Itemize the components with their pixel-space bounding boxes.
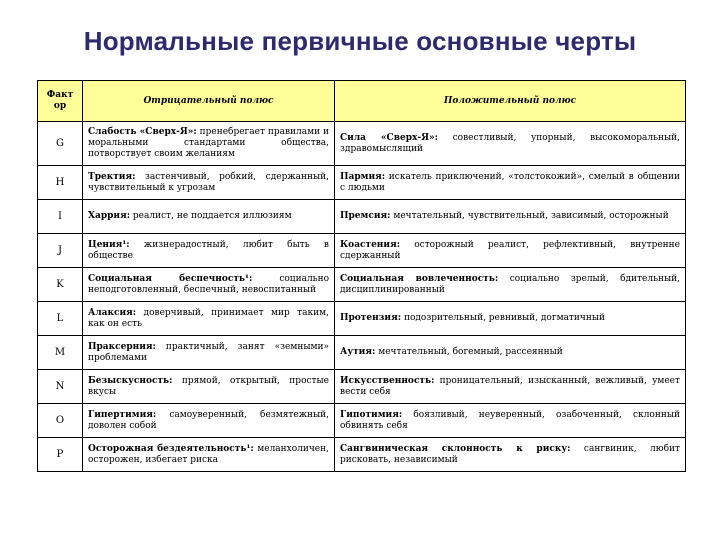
header-positive-pole: Положительный полюс — [335, 81, 686, 122]
negative-term: Харрия: — [88, 211, 131, 221]
factor-letter: I — [38, 200, 83, 234]
negative-description: доверчивый, принимает мир таким, как он есть — [88, 307, 329, 329]
negative-pole-cell — [83, 200, 335, 234]
header-negative-pole: Отрицательный полюс — [83, 81, 335, 122]
header-factor: Факт ор — [38, 81, 83, 122]
positive-term: Аутия: — [340, 347, 376, 357]
negative-term: Тректия: — [88, 171, 136, 182]
positive-term: Протензия: — [340, 313, 402, 323]
table-row — [38, 370, 686, 404]
positive-term: Сила «Сверх-Я»: — [340, 132, 438, 143]
negative-pole-cell — [83, 268, 335, 302]
table-row — [38, 302, 686, 336]
negative-pole-cell — [83, 370, 335, 404]
traits-table — [37, 80, 686, 472]
positive-term: Искусственность: — [340, 375, 435, 386]
negative-description: социально неподготовленный, беспечный, невоспитанный — [88, 273, 329, 295]
table-row — [38, 404, 686, 438]
positive-description: сангвиник, любит рисковать, независимый — [340, 443, 681, 465]
factor-letter: P — [38, 438, 83, 472]
negative-pole-cell — [83, 166, 335, 200]
negative-term: Алаксия: — [88, 307, 137, 318]
positive-description: мечтательный, чувствительный, зависимый, осторожный — [390, 211, 669, 221]
factor-letter: G — [38, 122, 83, 166]
positive-term: Гипотимия: — [340, 409, 403, 420]
positive-description: проницательный, изысканный, вежливый, умеет вести себя — [340, 375, 680, 397]
page-title: Нормальные первичные основные черты — [83, 26, 637, 56]
positive-pole-cell — [335, 122, 686, 166]
factor-letter: L — [38, 302, 83, 336]
negative-pole-cell — [83, 302, 335, 336]
negative-pole-cell — [83, 438, 335, 472]
factor-letter: O — [38, 404, 83, 438]
negative-description: реалист, не поддается иллюзиям — [130, 211, 292, 221]
negative-term: Праксерния: — [88, 341, 156, 352]
factor-letter: K — [38, 268, 83, 302]
positive-description: боязливый, неуверенный, озабоченный, склонный обвинять себя — [340, 409, 680, 431]
negative-term: Цения¹: — [88, 239, 130, 250]
positive-pole-cell — [335, 438, 686, 472]
negative-term: Гипертимия: — [88, 409, 157, 420]
positive-pole-cell — [335, 268, 686, 302]
negative-pole-cell — [83, 404, 335, 438]
table-header-row — [38, 81, 686, 122]
table-row — [38, 336, 686, 370]
positive-pole-cell — [335, 166, 686, 200]
negative-description: прямой, открытый, простые вкусы — [88, 375, 329, 397]
negative-term: Осторожная бездеятельность¹: — [88, 443, 254, 454]
negative-description: практичный, занят «земными» проблемами — [88, 341, 329, 363]
positive-term: Сангвиническая склонность к риску: — [340, 443, 571, 454]
positive-pole-cell — [335, 200, 686, 234]
negative-description: пренебрегает правилами и моральными стандартами общества, потворствует своим желаниям — [88, 127, 329, 159]
table-row — [38, 268, 686, 302]
negative-description: жизнерадостный, любит быть в обществе — [88, 239, 329, 261]
positive-description: подозрительный, ревнивый, догматичный — [401, 313, 606, 323]
factor-letter: H — [38, 166, 83, 200]
negative-description: застенчивый, робкий, сдержанный, чувствительный к угрозам — [88, 171, 329, 193]
positive-pole-cell — [335, 302, 686, 336]
negative-term: Безыскусность: — [88, 375, 173, 386]
negative-description: меланхоличен, осторожен, избегает риска — [88, 443, 329, 465]
positive-description: социально зрелый, бдительный, дисциплинированный — [340, 273, 680, 295]
positive-pole-cell — [335, 404, 686, 438]
negative-description: самоуверенный, безмятежный, доволен собой — [88, 409, 329, 431]
negative-pole-cell — [83, 122, 335, 166]
positive-description: совестливый, упорный, высокоморальный, здравомыслящий — [340, 132, 680, 154]
negative-term: Социальная беспечность¹: — [88, 273, 253, 284]
table-row — [38, 166, 686, 200]
negative-term: Слабость «Сверх-Я»: — [88, 127, 197, 137]
positive-term: Премсия: — [340, 211, 391, 221]
positive-description: искатель приключений, «толстокожий», смелый в общении с людьми — [340, 171, 680, 193]
positive-pole-cell — [335, 336, 686, 370]
positive-term: Коастения: — [340, 239, 401, 250]
positive-description: мечтательный, богемный, рассеянный — [375, 347, 563, 357]
positive-term: Социальная вовлеченность: — [340, 273, 499, 284]
positive-pole-cell — [335, 370, 686, 404]
positive-pole-cell — [335, 234, 686, 268]
positive-description: осторожный реалист, рефлективный, внутренне сдержанный — [340, 239, 680, 261]
table-row — [38, 200, 686, 234]
factor-letter: N — [38, 370, 83, 404]
factor-letter: J — [38, 234, 83, 268]
factor-letter: M — [38, 336, 83, 370]
negative-pole-cell — [83, 336, 335, 370]
table-row — [38, 122, 686, 166]
table-row — [38, 438, 686, 472]
table-row — [38, 234, 686, 268]
negative-pole-cell — [83, 234, 335, 268]
positive-term: Пармия: — [340, 171, 386, 182]
